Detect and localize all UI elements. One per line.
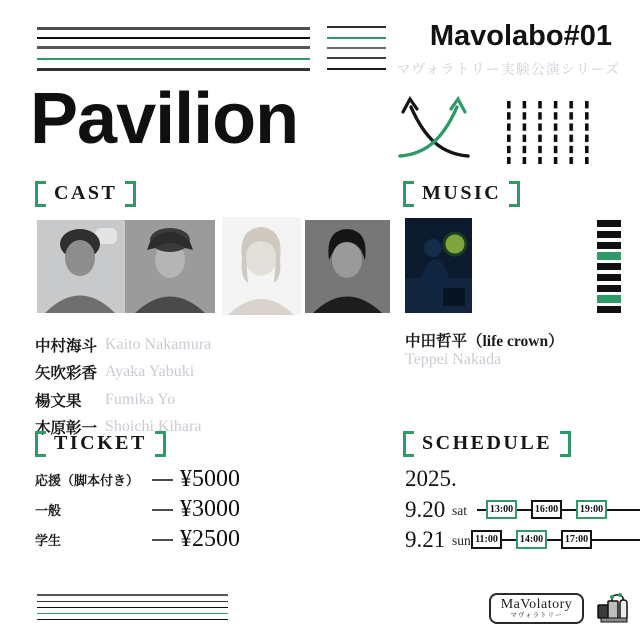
- cast-row: [35, 359, 211, 387]
- decor-line-green: [37, 613, 228, 615]
- green-bracket-right: [560, 431, 571, 457]
- cast-name-en: Shoichi Kihara: [105, 418, 202, 436]
- showtime-box: 11:00: [471, 530, 502, 549]
- green-bracket-left: [403, 181, 414, 207]
- decor-line: [327, 68, 386, 70]
- decor-bar: [597, 231, 621, 238]
- decor-bar: [597, 306, 621, 313]
- decor-line: [37, 27, 310, 30]
- cast-name-en: Kaito Nakamura: [105, 335, 212, 353]
- showtime-box: 19:00: [576, 500, 607, 519]
- cast-name-ja: 楊文果: [35, 392, 82, 410]
- green-bracket-right: [155, 431, 166, 457]
- green-bracket-right: [509, 181, 520, 207]
- showtime-box: 14:00: [516, 530, 547, 549]
- ticket-list: [35, 464, 240, 554]
- decor-line: [37, 607, 228, 609]
- price-separator-line: [152, 539, 173, 541]
- ticket-row: [35, 524, 240, 554]
- schedule-dow: sat: [452, 503, 467, 518]
- series-subtitle: マヴォラトリー実験公演シリーズ: [396, 63, 620, 78]
- decor-bar: [597, 220, 621, 227]
- cast-photo-shoichi-kihara: [305, 220, 390, 313]
- decor-line: [37, 601, 228, 603]
- cast-section-header: [35, 180, 136, 207]
- dashed-grid-icon: [507, 101, 590, 164]
- ticket-section-header: [35, 430, 166, 457]
- crossing-arrows-icon: [398, 96, 470, 162]
- music-section-header: [403, 180, 520, 207]
- cast-name-ja: 中村海斗: [35, 337, 98, 355]
- schedule-year: 2025.: [405, 466, 457, 491]
- ticket-price: ¥2500: [180, 525, 240, 552]
- ticket-type: 一般: [35, 502, 62, 518]
- decor-line: [37, 46, 310, 49]
- cast-photo-ayaka-yabuki: [125, 220, 215, 313]
- decor-line-green: [327, 37, 386, 39]
- ticket-type: 学生: [35, 532, 62, 548]
- lab-glassware-icon: [595, 591, 632, 628]
- cast-photo-fumika-yo: [222, 217, 301, 315]
- ticket-row: [35, 464, 240, 494]
- logo-text: MaVolatory: [500, 596, 573, 612]
- logo-subtext: マヴォラトリー: [510, 611, 563, 619]
- ticket-type: 応援（脚本付き）: [35, 472, 140, 488]
- decor-line: [37, 594, 228, 596]
- showtime-box: 17:00: [561, 530, 592, 549]
- schedule-day-row: [405, 527, 640, 553]
- cast-row: [35, 386, 211, 414]
- cast-name-en: Ayaka Yabuki: [105, 363, 195, 381]
- schedule-dow: sun: [452, 533, 471, 548]
- decor-bar-green: [597, 252, 621, 259]
- music-photo-teppei-nakada: [405, 218, 472, 313]
- decor-line: [327, 47, 386, 49]
- green-bracket-left: [35, 181, 46, 207]
- decor-bar-green: [597, 295, 621, 302]
- decor-bar: [597, 285, 621, 292]
- cast-name-ja: 木原彰一: [35, 420, 98, 438]
- cast-name-ja: 矢吹彩香: [35, 365, 98, 383]
- cast-row: [35, 331, 211, 359]
- cast-photo-kaito-nakamura: [37, 220, 125, 313]
- decor-line: [37, 68, 310, 71]
- green-bracket-left: [403, 431, 414, 457]
- decor-bar: [597, 242, 621, 249]
- showtime-box: 16:00: [531, 500, 562, 519]
- ticket-price: ¥5000: [180, 465, 240, 492]
- price-separator-line: [152, 509, 173, 511]
- decor-bar: [597, 274, 621, 281]
- decor-line: [327, 57, 386, 59]
- series-brand: Mavolabo#01: [429, 20, 612, 52]
- schedule-day-row: [405, 497, 640, 523]
- cast-list: [35, 331, 211, 441]
- mavolatory-logo: [489, 593, 584, 624]
- schedule-label: SCHEDULE: [422, 432, 553, 454]
- ticket-label: TICKET: [54, 432, 147, 454]
- schedule-section-header: [403, 430, 571, 457]
- music-label: MUSIC: [422, 182, 502, 204]
- decor-line: [327, 26, 386, 28]
- ticket-price: ¥3000: [180, 495, 240, 522]
- decor-bar: [597, 263, 621, 270]
- showtime-box: 13:00: [486, 500, 517, 519]
- music-artist-en: Teppei Nakada: [405, 351, 502, 368]
- price-separator-line: [152, 479, 173, 481]
- decor-line: [37, 37, 310, 39]
- decor-bar-stack: [597, 220, 621, 317]
- decor-line-green: [37, 58, 310, 60]
- music-artist-ja: 中田哲平（life crown）: [405, 333, 564, 350]
- cast-name-en: Fumika Yo: [105, 390, 176, 408]
- decor-line: [37, 619, 228, 621]
- schedule-date: 9.21: [405, 527, 446, 552]
- schedule-date: 9.20: [405, 497, 446, 522]
- green-bracket-right: [125, 181, 136, 207]
- green-bracket-left: [35, 431, 46, 457]
- ticket-row: [35, 494, 240, 524]
- page-title: Pavilion: [30, 79, 299, 159]
- cast-label: CAST: [54, 182, 118, 204]
